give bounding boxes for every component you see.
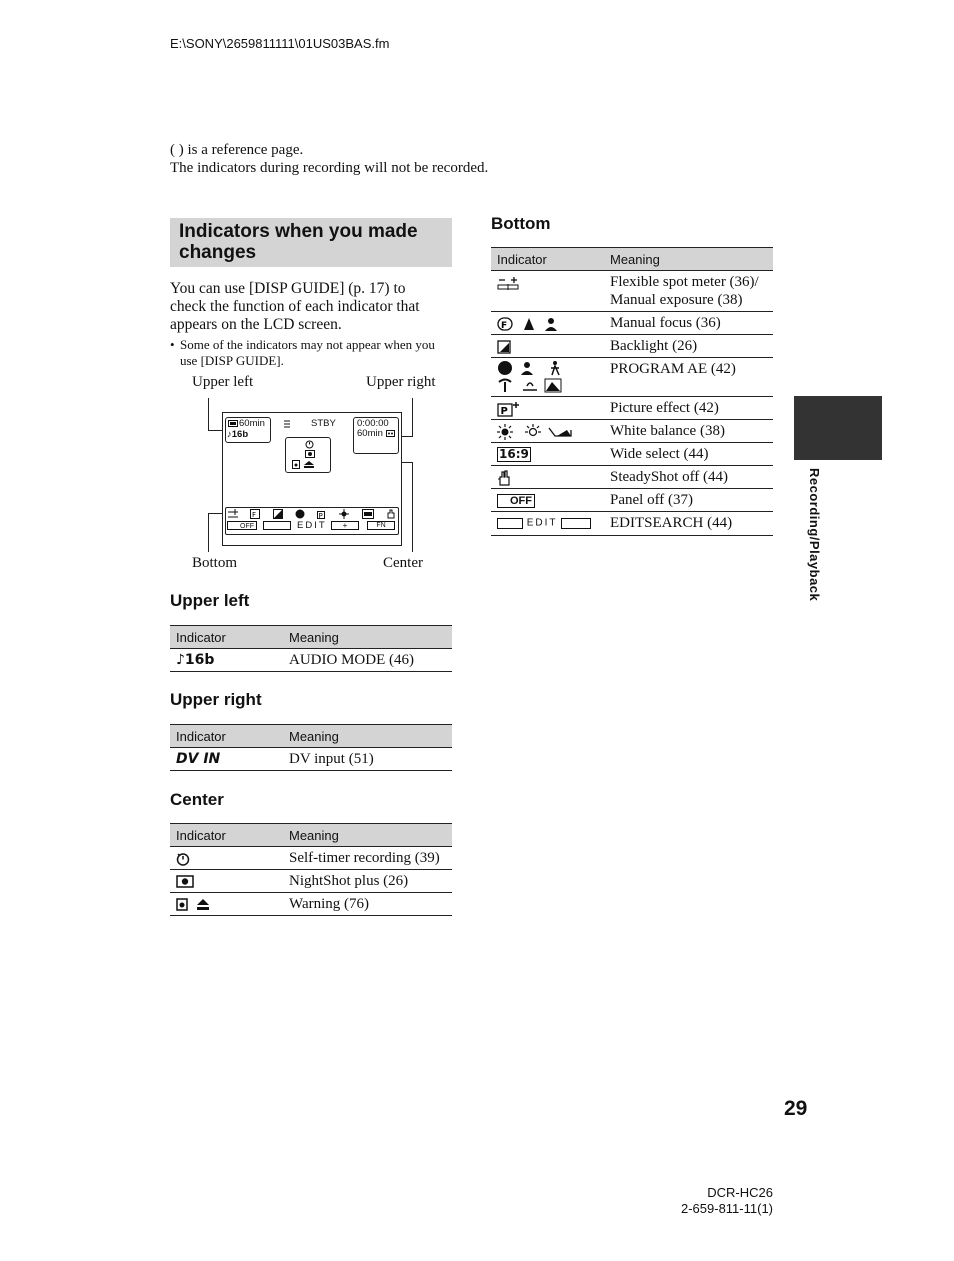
note-text: Some of the indicators may not appear when you use [DISP GUIDE]. — [180, 337, 435, 368]
picture-effect-icon — [497, 401, 521, 417]
backlight-screen-icon — [273, 509, 283, 519]
timecode: 0:00:00 — [357, 418, 389, 429]
meaning-header: Meaning — [283, 824, 452, 847]
battery-remaining: 60min — [239, 418, 265, 429]
meaning-cell: Picture effect (42) — [604, 397, 773, 420]
intro-text — [170, 141, 488, 177]
program-ae-screen-icon — [295, 509, 305, 519]
meaning-cell: NightShot plus (26) — [283, 870, 452, 893]
svg-text:P: P — [318, 512, 323, 519]
side-section-label: Recording/Playback — [807, 468, 822, 602]
diagram-label-upper-left: Upper left — [192, 374, 254, 390]
table-row — [491, 335, 773, 358]
table-row — [170, 847, 452, 870]
section-title-line-1: Indicators when you made — [179, 221, 418, 242]
self-timer-icon — [176, 852, 190, 866]
meaning-cell: Panel off (37) — [604, 489, 773, 512]
battery-icon — [228, 420, 239, 427]
cassette-icon — [386, 430, 395, 437]
center-heading: Center — [170, 790, 224, 809]
picture-effect-screen-icon — [317, 509, 327, 519]
table-row — [491, 397, 773, 420]
svg-text:F: F — [252, 511, 257, 519]
panel-off-icon: OFF — [497, 494, 535, 508]
spot-meter-screen-icon — [228, 509, 238, 519]
section-title-line-2: changes — [179, 242, 257, 263]
editsearch-icon: EDIT — [526, 517, 558, 529]
svg-text:P: P — [500, 405, 508, 417]
meaning-cell: PROGRAM AE (42) — [604, 358, 773, 397]
section-title — [170, 218, 452, 267]
program-ae-icon — [497, 360, 565, 394]
meaning-cell: DV input (51) — [283, 748, 452, 771]
table-row — [170, 748, 452, 771]
meaning-cell: Flexible spot meter (36)/ Manual exposure (38) — [604, 271, 773, 312]
svg-text:F: F — [501, 320, 508, 331]
lcd-screen — [222, 412, 402, 546]
tape-remaining: 60min — [357, 428, 383, 439]
table-row — [491, 466, 773, 489]
meaning-cell: EDITSEARCH (44) — [604, 512, 773, 536]
table-header-row — [491, 248, 773, 271]
nightshot-plus-icon — [176, 875, 194, 888]
meaning-header: Meaning — [283, 725, 452, 748]
meaning-cell: Manual focus (36) — [604, 312, 773, 335]
warning-screen-icon — [292, 460, 318, 469]
indicator-header: Indicator — [491, 248, 604, 271]
table-row — [491, 312, 773, 335]
table-row — [170, 649, 452, 672]
table-row — [491, 512, 773, 536]
side-tab — [794, 396, 882, 460]
focus-screen-icon — [250, 509, 260, 519]
editsearch-plus-box — [561, 518, 591, 529]
meaning-cell: AUDIO MODE (46) — [283, 649, 452, 672]
indicator-header: Indicator — [170, 626, 283, 649]
upper-right-table — [170, 724, 452, 771]
wide-select-icon: 16:9 — [499, 447, 529, 461]
table-row — [170, 893, 452, 916]
backlight-icon — [497, 340, 511, 354]
meaning-cell: Wide select (44) — [604, 443, 773, 466]
panel-off-screen: OFF — [227, 521, 257, 530]
steadyshot-screen-icon — [386, 509, 396, 519]
diagram-label-center: Center — [383, 555, 423, 571]
dv-in-icon: DV IN — [170, 748, 283, 771]
warning-icon — [176, 898, 210, 911]
nightshot-screen-icon — [305, 450, 315, 458]
meaning-header: Meaning — [283, 626, 452, 649]
meaning-cell: Warning (76) — [283, 893, 452, 916]
tape-icon — [283, 419, 291, 429]
meaning-cell: Self-timer recording (39) — [283, 847, 452, 870]
table-row — [491, 489, 773, 512]
bottom-icon-row — [228, 509, 396, 520]
manual-focus-icon — [497, 316, 559, 332]
document-number: 2-659-811-11(1) — [680, 1201, 773, 1216]
editsearch-back-box — [497, 518, 523, 529]
table-header-row — [170, 626, 452, 649]
diagram-label-upper-right: Upper right — [366, 374, 436, 390]
wide-select-screen-icon — [362, 509, 374, 519]
fn-screen-button: FN — [367, 521, 395, 530]
meaning-header: Meaning — [604, 248, 773, 271]
steadyshot-off-icon — [497, 470, 513, 486]
table-row — [491, 420, 773, 443]
upper-left-heading: Upper left — [170, 591, 250, 610]
meaning-cell: SteadyShot off (44) — [604, 466, 773, 489]
white-balance-icon — [497, 424, 573, 440]
audio-mode-screen: ♪16b — [227, 429, 249, 440]
table-header-row — [170, 725, 452, 748]
white-balance-screen-icon — [339, 509, 349, 519]
edit-screen-label: EDIT — [297, 520, 327, 531]
plus-screen-button: + — [331, 521, 359, 530]
bottom-table — [491, 247, 773, 536]
meaning-cell: White balance (38) — [604, 420, 773, 443]
center-table — [170, 823, 452, 916]
standby-indicator: STBY — [311, 418, 336, 429]
indicator-header: Indicator — [170, 824, 283, 847]
table-row — [491, 443, 773, 466]
table-row — [491, 271, 773, 312]
table-row — [491, 358, 773, 397]
audio-mode-icon: ♪16b — [170, 649, 283, 672]
intro-line-1: ( ) is a reference page. — [170, 142, 304, 158]
note — [170, 337, 455, 369]
body-paragraph: You can use [DISP GUIDE] (p. 17) to check the function of each indicator that appears on the LCD screen. — [170, 280, 420, 333]
intro-line-2: The indicators during recording will not be recorded. — [170, 160, 489, 176]
model-number: DCR-HC26 — [707, 1185, 773, 1200]
table-header-row — [170, 824, 452, 847]
upper-right-heading: Upper right — [170, 690, 262, 709]
meaning-cell: Backlight (26) — [604, 335, 773, 358]
page-number: 29 — [784, 1097, 808, 1120]
diagram-label-bottom: Bottom — [192, 555, 238, 571]
editsearch-screen-box — [263, 521, 291, 530]
table-row — [170, 870, 452, 893]
note-bullet: • — [170, 337, 175, 352]
upper-left-table — [170, 625, 452, 672]
bottom-heading: Bottom — [491, 214, 551, 233]
callout-upper-left — [208, 398, 223, 431]
file-path: E:\SONY\2659811111\01US03BAS.fm — [170, 36, 390, 51]
spot-meter-exposure-icon — [497, 275, 519, 291]
self-timer-screen-icon — [305, 440, 314, 449]
indicator-header: Indicator — [170, 725, 283, 748]
